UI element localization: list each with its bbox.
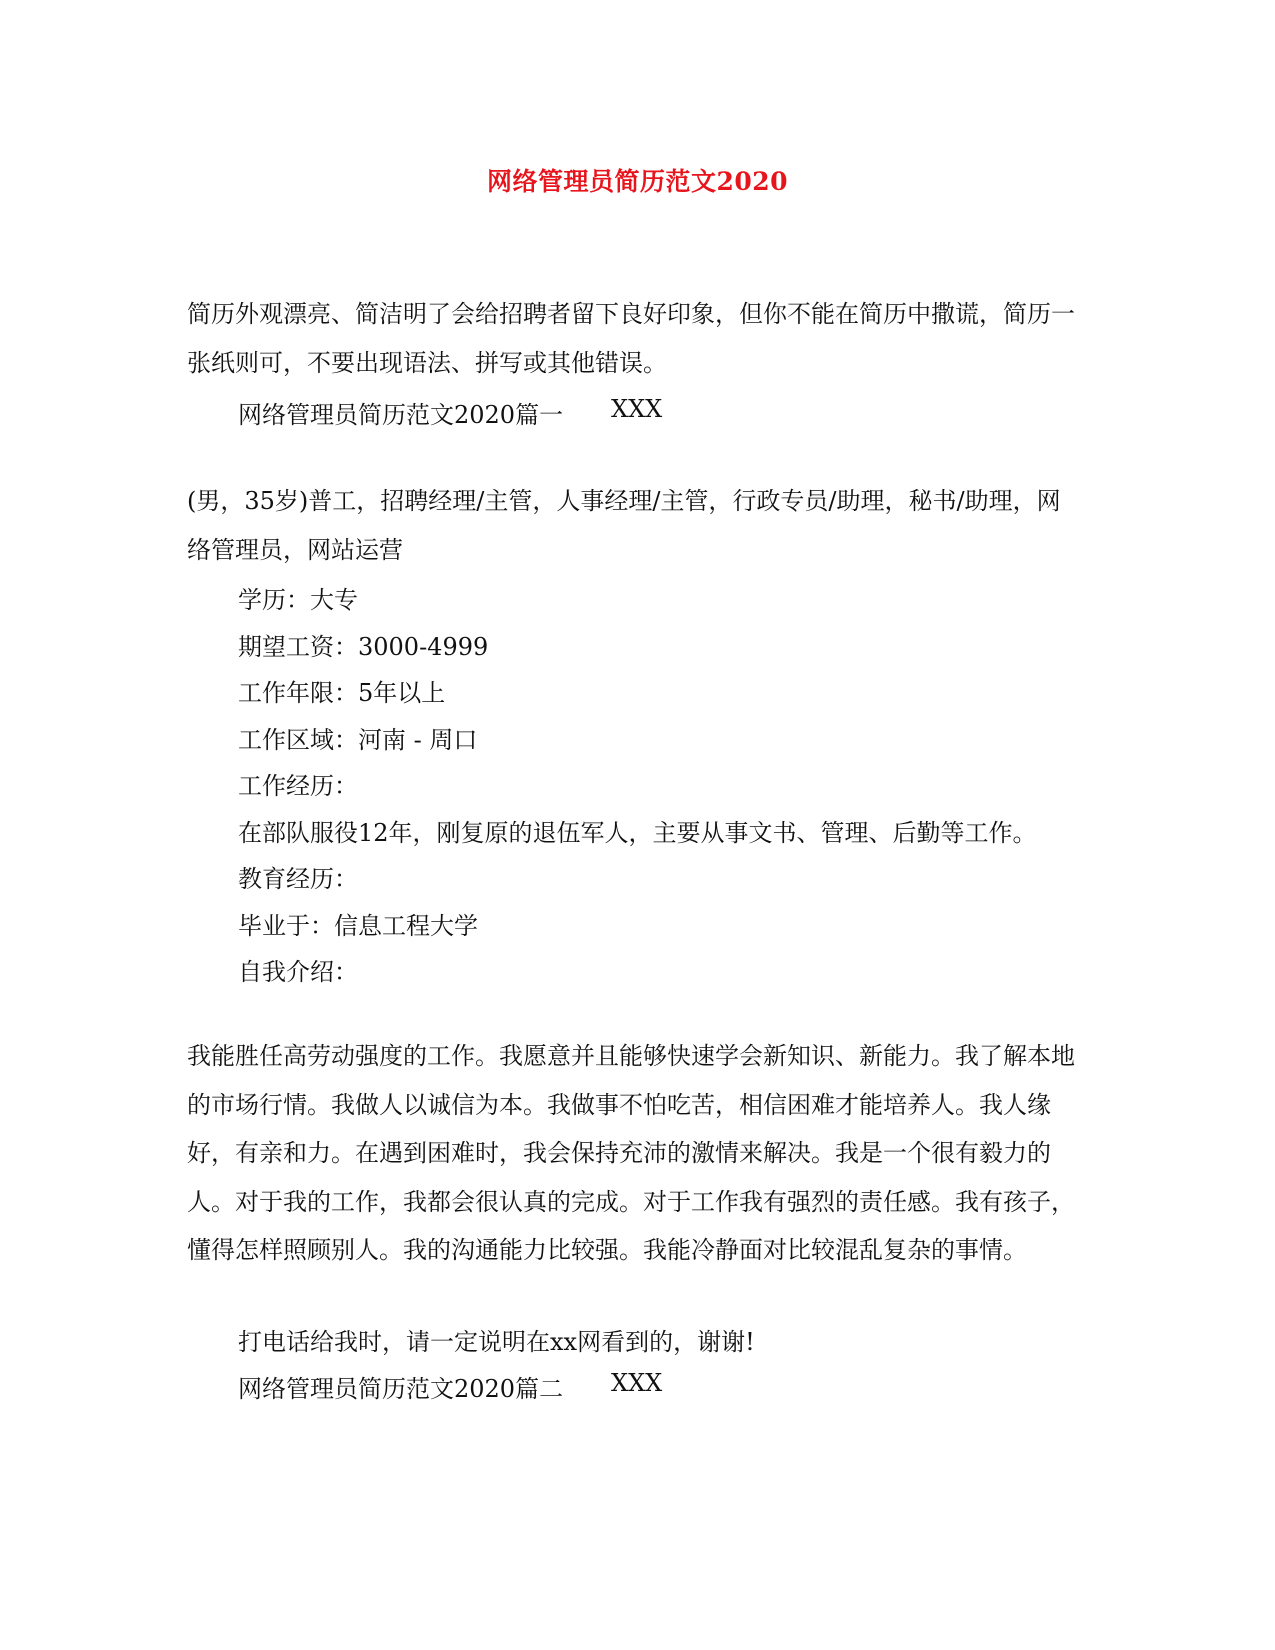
section1-name: XXX: [611, 395, 663, 423]
section1-heading: 网络管理员简历范文2020篇一: [238, 401, 564, 429]
education-level: 学历：大专: [238, 586, 358, 614]
document-title: 网络管理员简历范文2020: [486, 167, 789, 196]
work-area: 工作区域：河南 - 周口: [238, 726, 478, 754]
work-years: 工作年限：5年以上: [238, 679, 446, 707]
profile-paragraph: (男，35岁)普工，招聘经理/主管，人事经理/主管，行政专员/助理，秘书/助理，网络管理员，网站运营: [187, 487, 1061, 564]
graduated-from: 毕业于：信息工程大学: [238, 912, 478, 940]
section2-heading: 网络管理员简历范文2020篇二: [238, 1375, 564, 1403]
work-experience-label: 工作经历：: [238, 772, 358, 800]
contact-note: 打电话给我时，请一定说明在xx网看到的，谢谢!: [238, 1328, 755, 1356]
expected-salary: 期望工资：3000-4999: [238, 633, 489, 661]
self-intro-label: 自我介绍：: [238, 958, 358, 986]
education-label: 教育经历：: [238, 865, 358, 893]
work-experience: 在部队服役12年，刚复原的退伍军人，主要从事文书、管理、后勤等工作。: [238, 819, 1037, 847]
self-intro-paragraph: 我能胜任高劳动强度的工作。我愿意并且能够快速学会新知识、新能力。我了解本地的市场行情。我做人以诚信为本。我做事不怕吃苦，相信困难才能培养人。我人缘好，有亲和力。在遇到困难时，我会保持充沛的激情来解决。我是一个很有毅力的人。对于我的工作，我都会很认真的完成。对于工作我有强烈的责任感。我有孩子，懂得怎样照顾别人。我的沟通能力比较强。我能冷静面对比较混乱复杂的事情。: [187, 1042, 1075, 1264]
intro-paragraph: 简历外观漂亮、简洁明了会给招聘者留下良好印象，但你不能在简历中撒谎，简历一张纸则可，不要出现语法、拼写或其他错误。: [187, 300, 1075, 377]
section2-name: XXX: [611, 1369, 663, 1397]
